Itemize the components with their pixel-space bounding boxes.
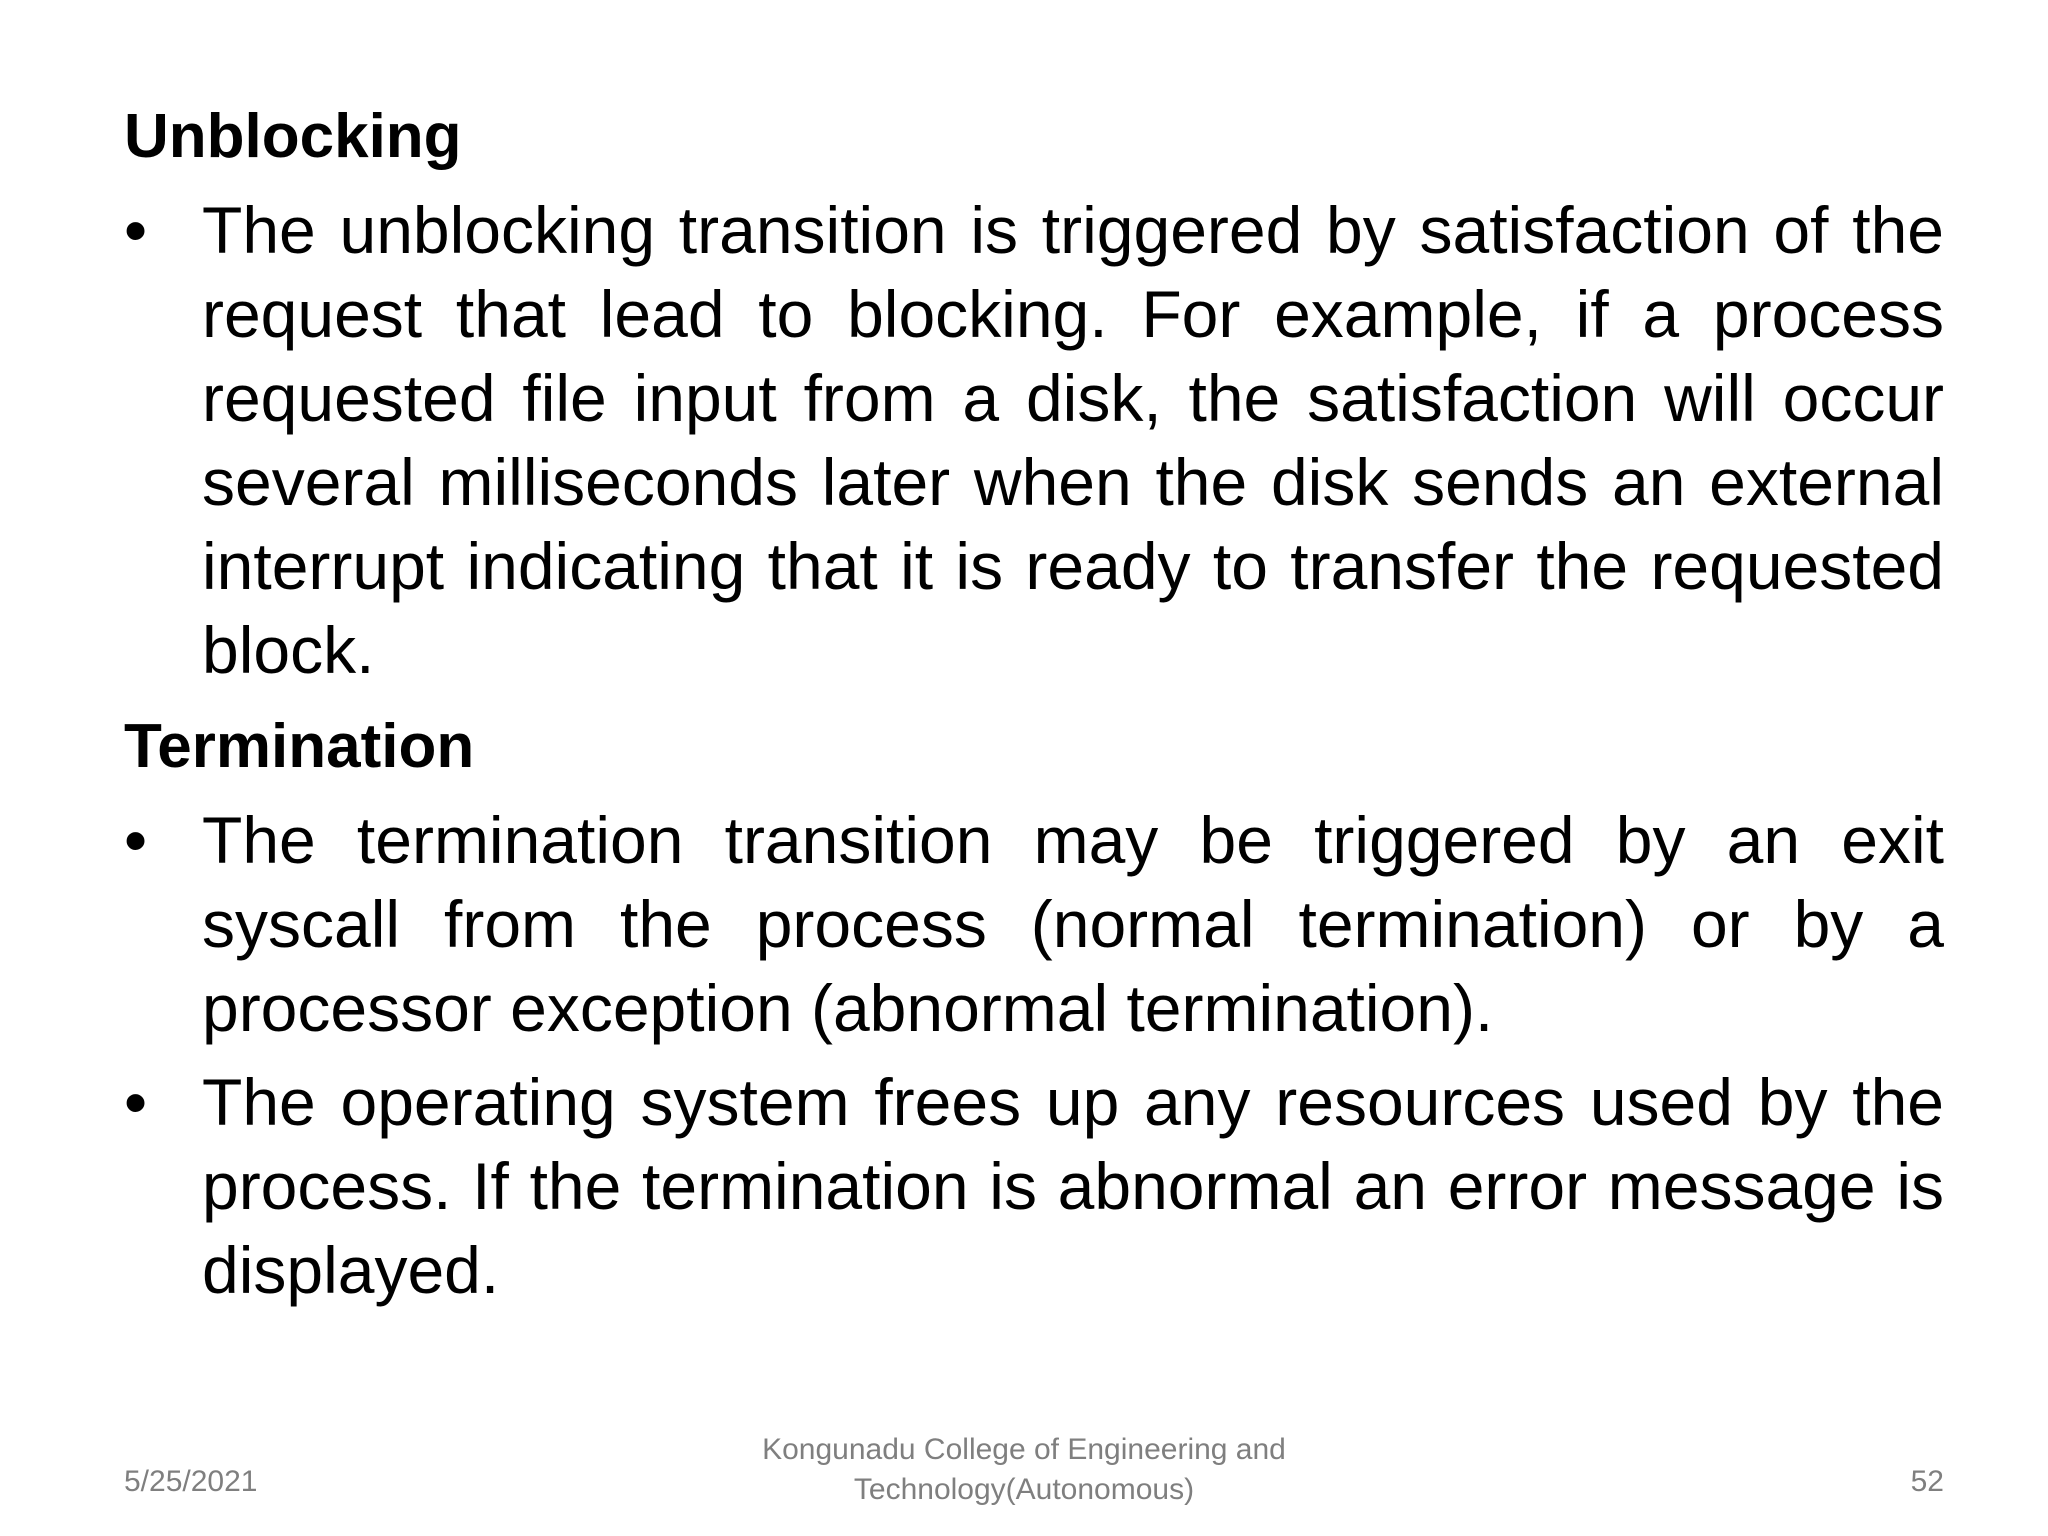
slide-content [124, 96, 1944, 1318]
footer-page-number: 52 [1910, 1465, 1944, 1498]
bullet-text: The termination transition may be triggered by an exit syscall from the process (normal termination) or by a processor exception (abnormal termination). [202, 803, 1944, 1045]
section-heading-unblocking: Unblocking [124, 102, 462, 171]
bullet-item [124, 798, 1944, 1050]
footer-institution-line1: Kongunadu College of Engineering and [762, 1433, 1286, 1466]
footer-institution [724, 1430, 1324, 1510]
bullet-icon: • [124, 193, 148, 267]
bullet-item [124, 188, 1944, 692]
footer-institution-line2: Technology(Autonomous) [853, 1473, 1195, 1506]
bullet-item [124, 1060, 1944, 1312]
bullet-text: The operating system frees up any resources used by the process. If the termination is abnormal an error message is displayed. [202, 1065, 1944, 1307]
bullet-icon: • [124, 1065, 148, 1139]
footer-date: 5/25/2021 [124, 1465, 258, 1498]
bullet-text: The unblocking transition is triggered by satisfaction of the request that lead to blocking. For example, if a process requested file input from a disk, the satisfaction will occur several milliseconds later when the disk sends an external interrupt indicating that it is ready to transfer the requested block. [202, 193, 1944, 687]
bullet-icon: • [124, 803, 148, 877]
section-heading-termination: Termination [124, 712, 475, 781]
